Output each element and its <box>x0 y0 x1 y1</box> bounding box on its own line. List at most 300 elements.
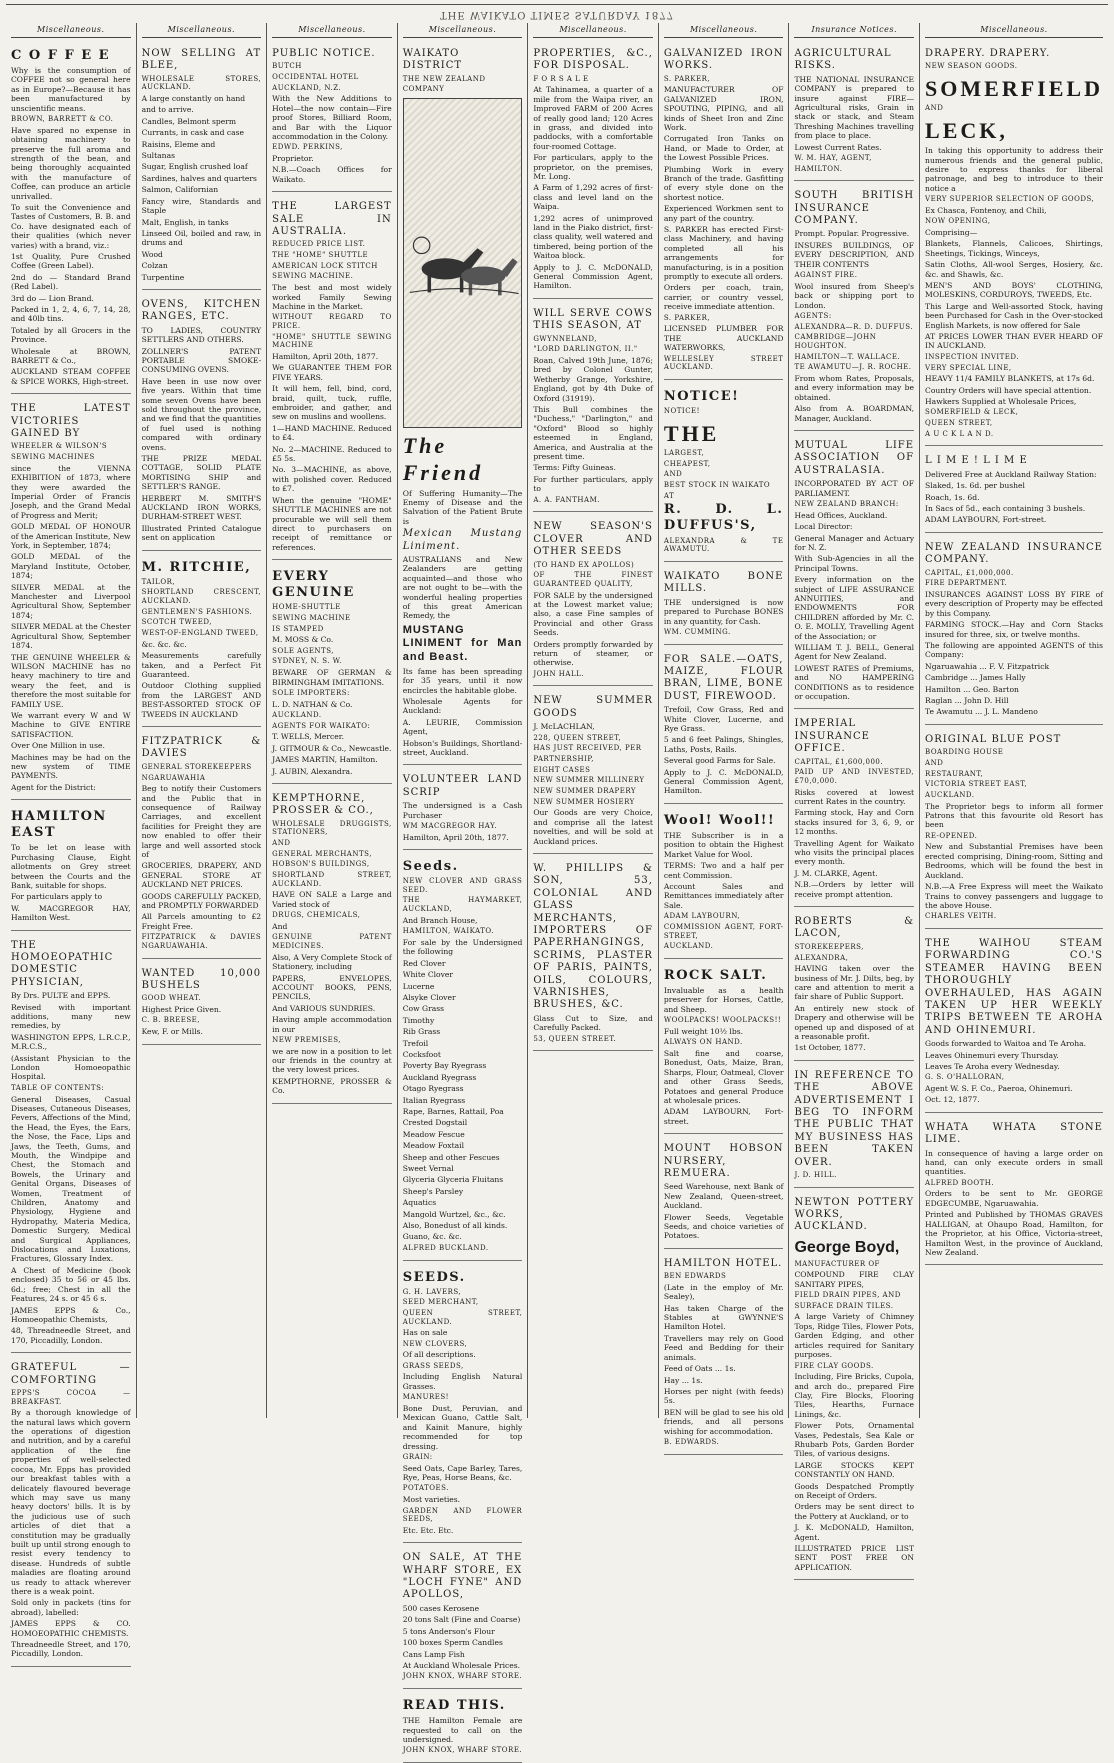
ad-line: G. H. LAVERS, <box>402 1287 462 1296</box>
advertisement <box>142 42 262 290</box>
ad-line: since the VIENNA EXHIBITION of 1873, where they were awarded the Imperial Order of Francis Joseph, and the Grand Medal of Progress and Merit; <box>11 463 131 520</box>
ad-line: MOUNT HOBSON NURSERY, REMUERA. <box>663 1143 784 1179</box>
ad-line: VOLUNTEER LAND SCRIP <box>402 774 523 798</box>
ad-line: SEWING MACHINE <box>272 614 351 623</box>
ad-line: AUSTRALIANS and New Zealanders are getting acquainted—and those who are not ought to be—with the wonderful healing properties of this great American Remedy, the <box>402 554 523 621</box>
ad-line: GOOD WHEAT. <box>141 994 201 1003</box>
ad-line: INCORPORATED BY ACT OF PARLIAMENT. <box>794 479 915 498</box>
ad-line: INSURANCES AGAINST LOSS BY FIRE of every description of Property may be effected by this Company. <box>925 589 1103 618</box>
ad-line: Orders promptly forwarded by return of steamer, or otherwise. <box>533 639 653 668</box>
ad-line: R. D. L. DUFFUS'S, <box>663 502 784 534</box>
columns <box>6 23 1108 1755</box>
advertisement <box>272 563 392 784</box>
ad-line: 2nd do — Standard Brand (Red Label). <box>11 272 131 292</box>
ad-line: Corrugated Iron Tanks on Hand, or Made to Order, at the Lowest Possible Prices. <box>663 134 784 163</box>
ad-line: Measurements carefully taken, and a Perfect Fit Guaranteed. <box>141 651 262 680</box>
ad-line: Sweet Vernal <box>402 1164 454 1174</box>
advertisement <box>403 1264 523 1544</box>
ad-line: GRAIN: <box>402 1453 433 1461</box>
ad-line: THE <box>663 420 720 446</box>
ad-line: ADAM LAYBOURN, Fort-street. <box>925 515 1047 525</box>
ad-line: BEN will be glad to see his old friends, and all persons wishing for accommodation. <box>663 1407 784 1436</box>
ad-line: ALEXANDRA & TE AWAMUTU. <box>663 536 784 554</box>
ad-line: NEW SEASON'S CLOVER AND OTHER SEEDS <box>533 521 653 558</box>
ad-line: 100 boxes Sperm Candles <box>402 1638 503 1648</box>
ad-line: Machines may be had on the new system of TIME PAYMENTS. <box>11 752 131 781</box>
ad-line: Full weight 10½ lbs. <box>663 1026 743 1036</box>
ad-line: SEWING MACHINE. <box>272 272 354 281</box>
ad-line: Seed Warehouse, next Bank of New Zealand, Queen-street, Auckland. <box>663 1182 784 1211</box>
ad-line: Red Clover <box>402 958 446 968</box>
ad-line: New and Substantial Premises have been erected comprising, Dining-room, Sitting and Bedrooms, which will be found the best in Auckland. <box>925 842 1103 880</box>
ad-line: Roach, 1s. 6d. <box>925 492 980 502</box>
ad-line: W. MACGREGOR HAY, Hamilton West. <box>11 903 131 923</box>
advertisement <box>533 302 653 512</box>
ad-line: Guano, &c. &c. <box>402 1232 462 1242</box>
ad-line: NGARUAWAHIA <box>141 773 206 782</box>
advertisement <box>664 962 784 1134</box>
advertisement <box>664 565 784 645</box>
ad-line: F O R S A L E <box>533 74 589 83</box>
ad-line: LOWEST RATES of Premiums, and NO HAMPERING CONDITIONS as to residence or occupation. <box>794 663 915 701</box>
advertisement <box>664 1252 784 1455</box>
ad-line: CHARLES VEITH. <box>925 912 997 921</box>
ad-line: Te Awamutu ... J. L. Mandeno <box>925 707 1038 717</box>
ad-line: TO LADIES, COUNTRY SETTLERS AND OTHERS. <box>141 325 262 345</box>
ad-line: SHORTLAND STREET, AUCKLAND. <box>272 871 392 888</box>
ad-line: SURFACE DRAIN TILES. <box>794 1301 894 1310</box>
ad-line: Bone Dust, Peruvian, and Mexican Guano, Cattle Salt, and Kainit Manure, highly recommended for top dressing. <box>402 1403 523 1451</box>
ad-line: Including, Fire Bricks, Cupola, and arch do., prepared Fire Clay, Fire Blocks, Flooring Tiles, Hearths, Furnace Linings, &c. <box>794 1372 915 1419</box>
advertisement <box>11 1356 131 1667</box>
column-heading: Miscellaneous. <box>925 25 1103 38</box>
column-6 <box>659 23 790 1446</box>
ad-line: Cocksfoot <box>402 1049 441 1059</box>
ad-line: Aquatics <box>402 1198 437 1208</box>
ad-line: SEEDS. <box>402 1269 466 1285</box>
ad-line: DRAPERY. DRAPERY. <box>925 47 1051 59</box>
ad-line: Wholesale Agents for Auckland: <box>402 696 523 716</box>
ad-line: SYDNEY, N. S. W. <box>272 657 342 666</box>
ad-line: THE HAYMARKET, AUCKLAND, <box>402 896 523 914</box>
ad-line: FIELD DRAIN PIPES, AND <box>794 1291 901 1300</box>
ad-line: AGENTS FOR WAIKATO: <box>272 721 371 730</box>
ad-line: Wholesale at BROWN, BARRETT & Co., <box>11 346 131 366</box>
ad-line: Alsyke Clover <box>402 992 456 1002</box>
ad-line: QUEEN STREET, <box>925 419 993 428</box>
ad-line: THE Subscriber is in a position to obtain the Highest Market Value for Wool. <box>663 830 784 859</box>
ad-line: SILVER MEDAL at the Manchester and Liverpool Agricultural Show, September 1874; <box>11 582 131 620</box>
ad-line: STOREKEEPERS, <box>794 942 864 951</box>
ad-line: Kew, F. or Mills. <box>141 1027 203 1037</box>
ad-line: An entirely new stock of Drapery and otherwise will be opened up and disposed of at a reasonable profit. <box>794 1003 915 1042</box>
ad-line: Blankets, Flannels, Calicoes, Shirtings, Sheetings, Tickings, Winceys, <box>925 239 1103 258</box>
ad-line: BUTCH <box>272 62 302 71</box>
ad-line: SHORTLAND CRESCENT, AUCKLAND. <box>141 588 262 606</box>
ad-line: Goods Despatched Promptly on Receipt of Orders. <box>794 1481 915 1501</box>
ad-line: NEWTON POTTERY WORKS, AUCKLAND. <box>794 1196 915 1233</box>
ad-line: WITHOUT REGARD TO PRICE. <box>272 313 392 330</box>
ad-line: FOR SALE by the undersigned at the Lowest market value; also, a case Fine samples of Provincial and other Grass Seeds. <box>533 590 653 638</box>
ad-line: Sugar, English crushed loaf <box>141 162 248 172</box>
column-heading: Miscellaneous. <box>533 25 653 38</box>
ad-line: CHEAPEST, <box>663 459 711 468</box>
ad-line: TABLE OF CONTENTS: <box>11 1083 105 1092</box>
ad-line: Hamilton ... Geo. Barton <box>925 684 1019 694</box>
ad-line: 20 tons Salt (Fine and Coarse) <box>402 1615 521 1625</box>
ad-line: HOME-SHUTTLE <box>272 603 341 612</box>
ad-line: and to arrive. <box>141 105 194 115</box>
ad-line: No. 3—MACHINE, as above, with polished cover. Reduced to £7. <box>272 465 392 494</box>
ad-line: WHATA WHATA STONE LIME. <box>925 1121 1103 1146</box>
ad-line: AT PRICES LOWER THAN EVER HEARD OF IN AUCKLAND. <box>925 332 1103 351</box>
ad-line: Ex Chasca, Fontenoy, and Chili, <box>925 205 1047 215</box>
ad-line: SOLE IMPORTERS: <box>272 688 350 697</box>
ad-line: JOHN KNOX, WHARF STORE. <box>402 1746 523 1755</box>
ad-line: GRASS SEEDS, <box>402 1361 464 1370</box>
ad-line: Invaluable as a health preserver for Horses, Cattle, and Sheep. <box>663 985 784 1014</box>
ad-line: NEW PREMISES, <box>272 1035 342 1044</box>
ad-line: HAVE ON SALE a Large and Varied stock of <box>272 890 392 909</box>
ad-line: FIRE CLAY GOODS. <box>794 1361 874 1370</box>
ad-line: Hamilton, April 20th, 1877. <box>402 832 509 842</box>
ad-line: VERY SPECIAL LINE, <box>925 363 1012 372</box>
ad-line: OCCIDENTAL HOTEL <box>272 72 359 81</box>
ad-line: PAID UP AND INVESTED, £70,0,000. <box>794 768 915 785</box>
ad-line: HAMILTON HOTEL. <box>663 1257 783 1269</box>
ad-line: Sultanas <box>141 151 175 161</box>
ad-line: IS STAMPED <box>272 624 324 633</box>
ad-line: AUCKLAND. <box>663 942 714 951</box>
ad-line: AUCKLAND, N.Z. <box>272 83 342 92</box>
ad-line: HEAVY 11/4 FAMILY BLANKETS, at 17s 6d. <box>925 374 1095 384</box>
ad-line: GRATEFUL — COMFORTING <box>11 1362 131 1386</box>
ad-line: MANUFACTURER OF <box>794 1259 880 1268</box>
ad-line: QUEEN STREET, AUCKLAND. <box>402 1308 523 1326</box>
ad-line: ROBERTS & LACON, <box>794 916 915 940</box>
ad-line: Crested Dogstail <box>402 1118 468 1128</box>
ad-line: Why is the consumption of COFFEE not so general here as in Europe?—Because it has been manufactured by unscientific means. <box>11 66 131 113</box>
ad-line: Etc. Etc. Etc. <box>402 1525 454 1535</box>
ad-line: WEST-OF-ENGLAND TWEED, <box>141 629 259 638</box>
ad-line: Orders may be sent direct to the Pottery at Auckland, or to <box>794 1502 915 1521</box>
ad-line: Travelling Agent for Waikato who visits the principal places every month. <box>794 838 915 867</box>
ad-line: Printed and Published by THOMAS GRAVES HALLIGAN, at Ohaupo Road, Hamilton, for the Proprietor, at his Office, Victoria-street, Hamilton West, in the province of Auckland, New Zealand. <box>925 1210 1103 1257</box>
ad-line: SOUTH BRITISH INSURANCE COMPANY. <box>794 190 915 227</box>
advertisement <box>794 1191 914 1581</box>
ad-line: BEWARE OF GERMAN & BIRMINGHAM IMITATIONS. <box>272 668 392 687</box>
ad-line: Leaves Ohinemuri every Thursday. <box>925 1050 1059 1060</box>
ad-line: ALWAYS ON HAND. <box>663 1038 743 1047</box>
ad-line: INSPECTION INVITED. <box>925 352 1020 361</box>
ad-line: M. RITCHIE, <box>141 559 252 575</box>
ad-line: NOTICE! <box>663 407 700 416</box>
ad-line: EVERY GENUINE <box>272 569 355 601</box>
ad-line: WHOLESALE DRUGGISTS, STATIONERS, <box>272 819 392 837</box>
ad-line: TE AWAMUTU—J. R. ROCHE. <box>794 363 912 372</box>
ad-line: NEW SUMMER DRAPERY <box>533 787 637 796</box>
ad-line: SOMERFIELD <box>925 75 1103 101</box>
ad-line: AND <box>925 758 944 767</box>
ad-line: Salt fine and coarse, Bonedust, Oats, Maize, Bran, Sharps, Flour, Oatmeal, Clover and other Grass Seeds, Potatoes and general Produce at wholesale prices. <box>663 1048 784 1105</box>
ad-line: OVENS, KITCHEN RANGES, ETC. <box>141 298 262 323</box>
ad-line: THE NEW ZEALAND <box>402 74 486 83</box>
ad-line: Salmon, Californian <box>141 185 219 195</box>
ad-line: FITZPATRICK & DAVIES NGARUAWAHIA. <box>141 933 262 950</box>
ad-line: At Tahinamea, a quarter of a mile from the Waipa river, an Improved FARM of 200 Acres of really good land; 120 Acres in grass, and divided into paddocks, with a comfortable four-roomed Cottage. <box>533 85 653 151</box>
ad-line: Rib Grass <box>402 1027 441 1037</box>
ad-line: L. D. NATHAN & Co. <box>272 699 353 709</box>
ad-line: Orders per coach, train, carrier, or country vessel, receive immediate attention. <box>663 283 784 312</box>
ad-line: MUSTANG LINIMENT for Man and Beast. <box>402 623 523 664</box>
ad-line: Fancy wire, Standards and Staple <box>141 196 262 216</box>
ad-line: KEMPTHORNE, PROSSER & CO., <box>272 792 374 817</box>
ad-line: A Chest of Medicine (book enclosed) 35 to 56 or 45 lbs. 6d.; free; Chest in all the Features, 24 s. or 45 6 s. <box>11 1265 131 1304</box>
column-4 <box>398 23 529 1755</box>
ad-line: SEWING MACHINES <box>11 453 95 462</box>
ad-line: Hamilton, April 20th, 1877. <box>272 352 379 361</box>
ad-line: The Proprietor begs to inform all former Patrons that this favourite old Resort has been <box>925 801 1103 830</box>
ad-line: No. 2—MACHINE. Reduced to £5 5s. <box>272 444 392 464</box>
ad-line: Over One Million in use. <box>11 741 105 751</box>
advertisement <box>533 857 653 1051</box>
ad-line: AGRICULTURAL RISKS. <box>794 47 892 72</box>
ad-line: ILLUSTRATED PRICE LIST SENT POST FREE ON APPLICATION. <box>794 1544 915 1572</box>
advertisement <box>664 42 784 380</box>
ad-line: THE undersigned is now prepared to Purchase BONES in any quantity, for Cash. <box>663 597 784 626</box>
ad-line: NEW ZEALAND INSURANCE COMPANY. <box>925 541 1103 566</box>
ad-line: Goods forwarded to Waitoa and Te Aroha. <box>925 1039 1087 1049</box>
ad-line: GENERAL MERCHANTS, <box>272 849 372 858</box>
ad-line: Its fame has been spreading for 35 years, until it now encircles the habitable globe. <box>402 666 523 695</box>
ad-line: MANURES! <box>402 1393 449 1402</box>
ad-line: THE GENUINE WHEELER & WILSON MACHINE has no heavy machinery to tire and weary the feet, and is therefore the most suitable for FAMILY USE. <box>11 652 131 709</box>
ad-line: WOOLPACKS! WOOLPACKS!! <box>663 1016 782 1025</box>
ad-line: EPPS'S COCOA — BREAKFAST. <box>11 1388 131 1406</box>
ad-line: To be let on lease with Purchasing Clause, Eight allotments on Grey street between the Courts and the Bank, suitable for shops. <box>11 843 131 891</box>
ad-line: Wool insured from Sheep's back or shipping port to London. <box>794 281 915 310</box>
ad-line: AT <box>663 491 675 500</box>
ad-line: AND <box>925 104 944 113</box>
ad-line: GENERAL STOREKEEPERS <box>141 762 252 771</box>
ad-line: Slaked, 1s. 6d. per bushel <box>925 481 1025 491</box>
ad-line: Orders to be sent to Mr. GEORGE EDGECUMBE, Ngaruawahia. <box>925 1189 1103 1208</box>
ad-line: BEN EDWARDS <box>663 1272 727 1281</box>
ad-line: HAVING taken over the business of Mr. J. Dilts, beg, by care and attention to merit a fair share of Public Support. <box>794 964 915 1002</box>
ad-line: Rape, Barnes, Rattail, Poa <box>402 1106 504 1116</box>
advertisement <box>11 803 131 930</box>
ad-line: COMPANY <box>402 85 445 94</box>
advertisement <box>925 728 1103 929</box>
ad-line: At Auckland Wholesale Prices. <box>402 1660 521 1670</box>
advertisement <box>794 434 914 709</box>
ad-line: Horses per night (with feeds) 5s. <box>663 1386 784 1406</box>
ad-line: HAMILTON. <box>794 164 843 173</box>
ad-line: PARTNERSHIP, <box>533 755 594 764</box>
ad-line: AND <box>272 839 291 848</box>
masthead: THE WAIKATO TIMES SATURDAY 1877 <box>6 4 1108 20</box>
ad-line: VERY SUPERIOR SELECTION OF GOODS, <box>925 195 1095 204</box>
ad-line: WAIKATO DISTRICT <box>402 47 463 72</box>
ad-line: Most varieties. <box>402 1495 461 1505</box>
ad-line: For particulars, apply to the proprietor, on the premises, Mr. Long. <box>533 153 653 182</box>
ad-line: Terms: Fifty Guineas. <box>533 463 616 473</box>
ad-line: Prompt. Popular. Progressive. <box>794 229 910 239</box>
ad-line: By Drs. PULTE and EPPS. <box>11 991 111 1001</box>
ad-line: Sold only in packets (tins for abroad), labelled: <box>11 1598 131 1617</box>
ad-line: Flower Seeds, Vegetable Seeds, and choice varieties of Potatoes. <box>663 1212 784 1241</box>
ad-line: Have been in use now over five years. Within that time some seven Ovens have been sold throughout the province, and we find that the quantities of fuel used is nothing compared with ordinary ovens. <box>141 376 262 452</box>
ad-line: Trefoil, Cow Grass, Red and White Clover, Lucerne, and Rye Grass. <box>663 705 784 733</box>
advertisement <box>403 42 523 765</box>
ad-line: AUCKLAND STEAM COFFEE & SPICE WORKS, High-street. <box>11 367 131 386</box>
ad-line: WILL SERVE COWS THIS SEASON, AT <box>533 307 653 332</box>
ad-line: PAPERS, ENVELOPES, ACCOUNT BOOKS, PENS, PENCILS, <box>272 973 392 1002</box>
column-heading: Miscellaneous. <box>664 25 784 38</box>
advertisement <box>11 42 131 394</box>
ad-line: HERBERT M. SMITH'S AUCKLAND IRON WORKS, DURHAM-STREET WEST. <box>141 493 262 522</box>
ad-line: Roan, Calved 19th June, 1876; bred by Colonel Gunter, Wetherby Grange, Yorkshire, England, got by 4th Duke of Oxford (31919). <box>533 356 653 403</box>
ad-line: (Late in the employ of Mr. Sealey), <box>663 1282 784 1302</box>
ad-line: Plumbing Work in every Branch of the trade. Gasfitting of every style done on the shortest notice. <box>663 164 784 202</box>
ad-line: HAMILTON, WAIKATO. <box>402 927 494 936</box>
ad-line: PROPERTIES, &C., FOR DISPOSAL. <box>533 47 653 72</box>
ad-line: WELLESLEY STREET AUCKLAND. <box>663 354 784 372</box>
ad-line: Colzan <box>141 261 168 271</box>
ad-line: Linseed Oil, boiled and raw, in drums and <box>141 228 262 248</box>
ad-line: Oct. 12, 1877. <box>925 1095 980 1105</box>
ad-line: AND <box>663 470 683 479</box>
ad-line: THE WAIHOU STEAM FORWARDING CO.'S STEAMER HAVING BEEN THOROUGHLY OVERHAULED, HAS AGAIN TAKEN UP HER WEEKLY TRIPS BETWEEN TE AROHA AND OHINEMURI. <box>925 937 1103 1036</box>
ad-line: SILVER MEDAL at the Chester Agricultural Show, September 1874. <box>11 622 131 651</box>
ad-line: Several good Farms for Sale. <box>663 756 776 766</box>
ad-line: WHEELER & WILSON'S <box>11 442 108 451</box>
ad-line: Raglan ... John D. Hill <box>925 696 1009 706</box>
ad-line: Malt, English, in tanks <box>141 217 229 227</box>
ad-line: C O F F E E <box>11 47 111 63</box>
ad-line: Threadneedle Street, and 170, Piccadilly, London. <box>11 1640 131 1659</box>
ad-line: WHOLESALE STORES, AUCKLAND. <box>141 74 262 92</box>
ad-line: (Assistant Physician to the London Homoeopathic Hospital. <box>11 1053 131 1082</box>
ad-line: This Bull combines the "Duchess," "Darlington," and "Oxford" Blood so highly esteemed in England, America, and Australia at the present time. <box>533 405 653 462</box>
ad-line: And Branch House, <box>402 915 478 925</box>
ad-line: Cow Grass <box>402 1004 445 1014</box>
ad-line: G. S. O'HALLORAN, <box>925 1073 1005 1082</box>
ad-line: 500 cases Kerosene <box>402 1603 480 1613</box>
ad-line: FARMING STOCK.—Hay and Corn Stacks insured for three, six, or twelve months. <box>925 620 1103 639</box>
ad-line: Poverty Bay Ryegrass <box>402 1061 487 1071</box>
ad-line: Agent W. S. F. Co., Paeroa, Ohinemuri. <box>925 1084 1073 1093</box>
ad-line: BEST STOCK IN WAIKATO <box>663 481 771 489</box>
ad-line: Every information on the subject of LIFE ASSURANCE ANNUITIES, and ENDOWMENTS FOR CHILDREN afforded by Mr. C. O. E. MOLLY, Travelling Agent of the Association; or <box>794 575 915 641</box>
ad-line: 5 and 6 feet Palings, Shingles, Laths, Posts, Rails. <box>663 735 784 754</box>
ad-line: ALFRED BOOTH. <box>925 1178 995 1187</box>
ad-line: ORIGINAL BLUE POST <box>925 733 1062 745</box>
ad-line: Of Suffering Humanity—The Enemy of Disease and the Salvation of the Patient Brute is <box>402 488 523 526</box>
ad-line: T. WELLS, Mercer. <box>272 732 344 742</box>
ad-line: DRUGS, CHEMICALS, <box>272 911 361 920</box>
ad-line: ROCK SALT. <box>663 967 768 983</box>
ad-line: WAIKATO BONE MILLS. <box>663 570 784 595</box>
column-7 <box>789 23 920 1572</box>
ad-line: George Boyd, <box>794 1238 900 1256</box>
advertisement <box>794 184 914 431</box>
ad-line: OF THE FINEST GUARANTEED QUALITY, <box>533 571 653 588</box>
ad-line: Lowest Current Rates. <box>794 142 882 152</box>
ad-line: GALVANIZED IRON WORKS. <box>663 47 784 72</box>
ad-line: CAPITAL, £1,000,000. <box>925 568 1014 577</box>
ad-line: Auckland Ryegrass <box>402 1072 477 1082</box>
ad-line: Farming stock, Hay and Corn stacks insured for 3, 6, 9, or 12 months. <box>794 808 915 837</box>
advertisement <box>533 42 653 299</box>
ad-line: Comprising— <box>925 227 978 237</box>
column-1 <box>6 23 137 1659</box>
ad-line: Cambridge ... James Hally <box>925 673 1026 683</box>
ad-line: Sheep and other Fescues <box>402 1152 500 1162</box>
ad-line: Candles, Belmont sperm <box>141 116 237 126</box>
advertisement <box>11 397 131 800</box>
ad-line: A large Variety of Chimney Tops, Ridge Tiles, Flower Pots, Garden Edging, and other articles required for Sanitary purposes. <box>794 1312 915 1360</box>
ad-line: THE "HOME" SHUTTLE <box>272 251 369 260</box>
ad-line: IN REFERENCE TO THE ABOVE ADVERTISEMENT I BEG TO INFORM THE PUBLIC THAT MY BUSINESS HAS BEEN TAKEN OVER. <box>794 1069 915 1168</box>
ad-line: THE PRIZE MEDAL COTTAGE, SOLID PLATE MORTISING SHIP and SETTLER'S RANGE. <box>141 454 262 492</box>
ad-line: N.B.—A Free Express will meet the Waikato Trains to convey passengers and luggage to the above House. <box>925 882 1103 910</box>
ad-line: S. PARKER, <box>663 313 711 322</box>
ad-line: Travellers may rely on Good Feed and Bedding for their animals. <box>663 1333 784 1362</box>
column-heading: Miscellaneous. <box>142 25 262 38</box>
ad-line: White Clover <box>402 970 454 980</box>
ad-line: NEW SUMMER GOODS <box>533 695 653 719</box>
ad-line: S. PARKER has erected First-class Machinery, and having completed all his arrangements for manufacturing, is in a position promptly to execute all orders. <box>663 225 784 282</box>
ad-line: Hay ... 1s. <box>663 1375 703 1385</box>
ad-line: ADAM LAYBOURN, Fort-street. <box>663 1107 784 1126</box>
ad-line: JOHN KNOX, WHARF STORE. <box>402 1672 523 1681</box>
column-heading: Miscellaneous. <box>272 25 392 38</box>
ad-line: For particulars apply to <box>11 892 103 902</box>
ad-line: Of all descriptions. <box>402 1350 476 1360</box>
ad-line: HAMILTON EAST <box>11 809 107 841</box>
ad-line: It will hem, fell, bind, cord, braid, quilt, tuck, ruffle, embroider, and gather, and sew on muslins and woollens. <box>272 384 392 422</box>
ad-line: WM MACGREGOR HAY. <box>402 821 498 830</box>
column-2 <box>137 23 268 1418</box>
ad-line: Delivered Free at Auckland Railway Station: <box>925 469 1097 479</box>
advertisement <box>403 768 523 850</box>
ad-line: 228, QUEEN STREET, <box>533 733 622 742</box>
ad-line: "HOME" SHUTTLE SEWING MACHINE <box>272 332 392 350</box>
ad-line: Totaled by all Grocers in the Province. <box>11 325 131 345</box>
ad-line: And <box>272 921 288 931</box>
ad-line: IMPERIAL INSURANCE OFFICE. <box>794 718 870 755</box>
ad-line: Also, A Very Complete Stock of Stationery, including <box>272 952 392 972</box>
ad-line: W. PHILLIPS & SON, 53, COLONIAL AND GLASS MERCHANTS, IMPORTERS OF PAPERHANGINGS, SCRIMS, PLASTER OF PARIS, PAINTS, OILS, COLOURS, VARNISHES, BRUSHES, &C. <box>533 863 653 1011</box>
advertisement <box>664 1137 784 1249</box>
ad-line: The Friend <box>402 433 484 486</box>
ad-line: 53, QUEEN STREET. <box>533 1034 617 1043</box>
ad-line: GENTLEMEN'S FASHIONS. <box>141 607 253 616</box>
ad-line: Wool! Wool!! <box>663 812 776 828</box>
ad-line: From whom Rates, Proposals, and every information may be obtained. <box>794 374 915 402</box>
ad-line: Seeds. <box>402 859 459 875</box>
advertisement <box>664 648 784 804</box>
ad-line: GOLD MEDAL of the Maryland Institute, October, 1874; <box>11 552 131 581</box>
ad-line: WILLIAM T. J. BELL, General Agent for New Zealand. <box>794 642 915 662</box>
ad-line: 48, Threadneedle Street, and 170, Piccadilly, London. <box>11 1326 131 1345</box>
ad-line: NEW CLOVERS, <box>402 1339 468 1348</box>
ad-line: N.B.—Orders by letter will receive prompt attention. <box>794 880 915 899</box>
advertisement <box>142 293 262 551</box>
ad-line: In consequence of having a large order on hand, can only execute orders in small quantities. <box>925 1148 1103 1177</box>
ad-line: ON SALE, AT THE WHARF STORE, EX "LOCH FYNE" AND APOLLOS, <box>402 1552 523 1601</box>
